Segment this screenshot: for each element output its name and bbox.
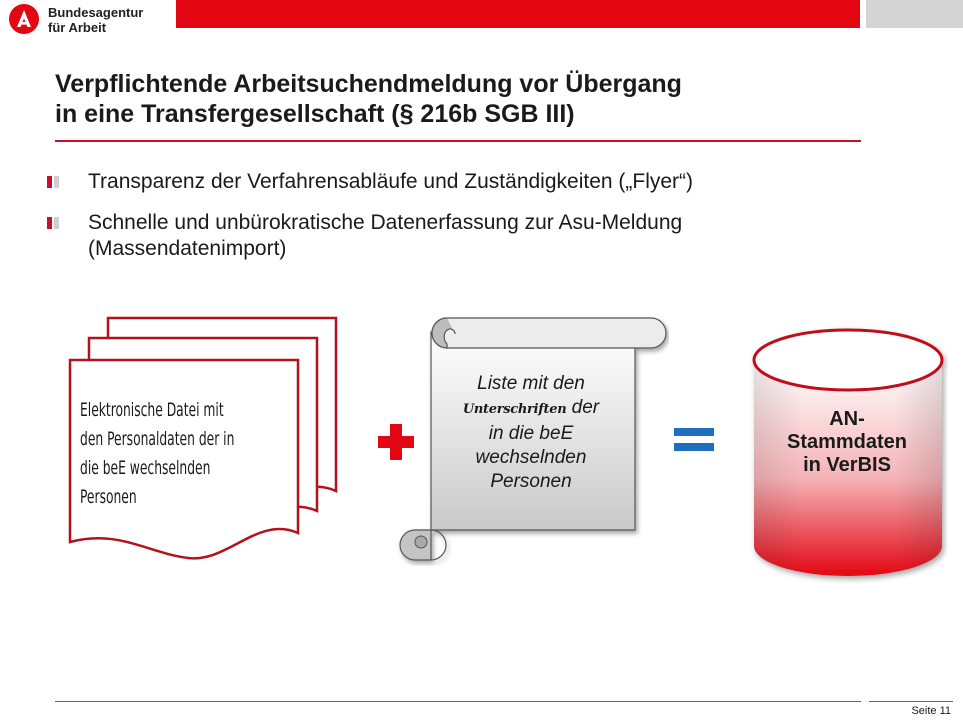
scroll-line: Personen [490,471,572,492]
logo-wordmark [48,5,143,35]
bullet-marker-icon [47,217,59,229]
documents-line: den Personaldaten der in [80,428,235,450]
bullet-marker-icon [47,176,59,188]
scroll-line-2 [440,396,622,422]
scroll-label [440,372,622,494]
database-line: in VerBIS [803,454,891,476]
logo-icon [8,3,40,35]
documents-line: die beE wechselnden [80,457,211,479]
logo-line-1: Bundesagentur [48,5,144,20]
scroll-line: in die beE [488,423,574,444]
title-line-2: in eine Transfergesellschaft (§ 216b SGB III) [55,100,575,128]
scroll-line: Liste mit den [477,373,585,394]
documents-line: Personen [80,486,137,508]
title-line-1: Verpflichtende Arbeitsuchendmeldung vor Übergang [55,70,682,98]
equals-icon [672,426,716,454]
database-line: AN- [829,408,865,430]
slide-title [55,69,875,129]
bullet-text: Transparenz der Verfahrensabläufe und Zuständigkeiten („Flyer“) [88,170,694,193]
bullet-text [88,210,888,262]
footer-divider [869,701,953,702]
page-number: Seite 11 [911,705,951,717]
header-red-bar [176,0,860,28]
signatures-word: Unterschriften [462,402,567,417]
scroll-line-2-rest: der [566,397,600,418]
documents-label [80,396,289,512]
database-label [752,408,942,477]
documents-line: Elektronische Datei mit [80,399,224,421]
bullet-text-line-1: Schnelle und unbürokratische Datenerfassung zur Asu-Meldung [88,211,683,234]
footer-divider [55,701,861,702]
scroll-line: wechselnden [475,447,587,468]
header-grey-bar [866,0,963,28]
bullet-text-line-2: (Massendatenimport) [88,237,287,260]
database-line: Stammdaten [786,431,908,453]
title-underline [55,140,861,142]
logo-line-2: für Arbeit [48,20,107,35]
